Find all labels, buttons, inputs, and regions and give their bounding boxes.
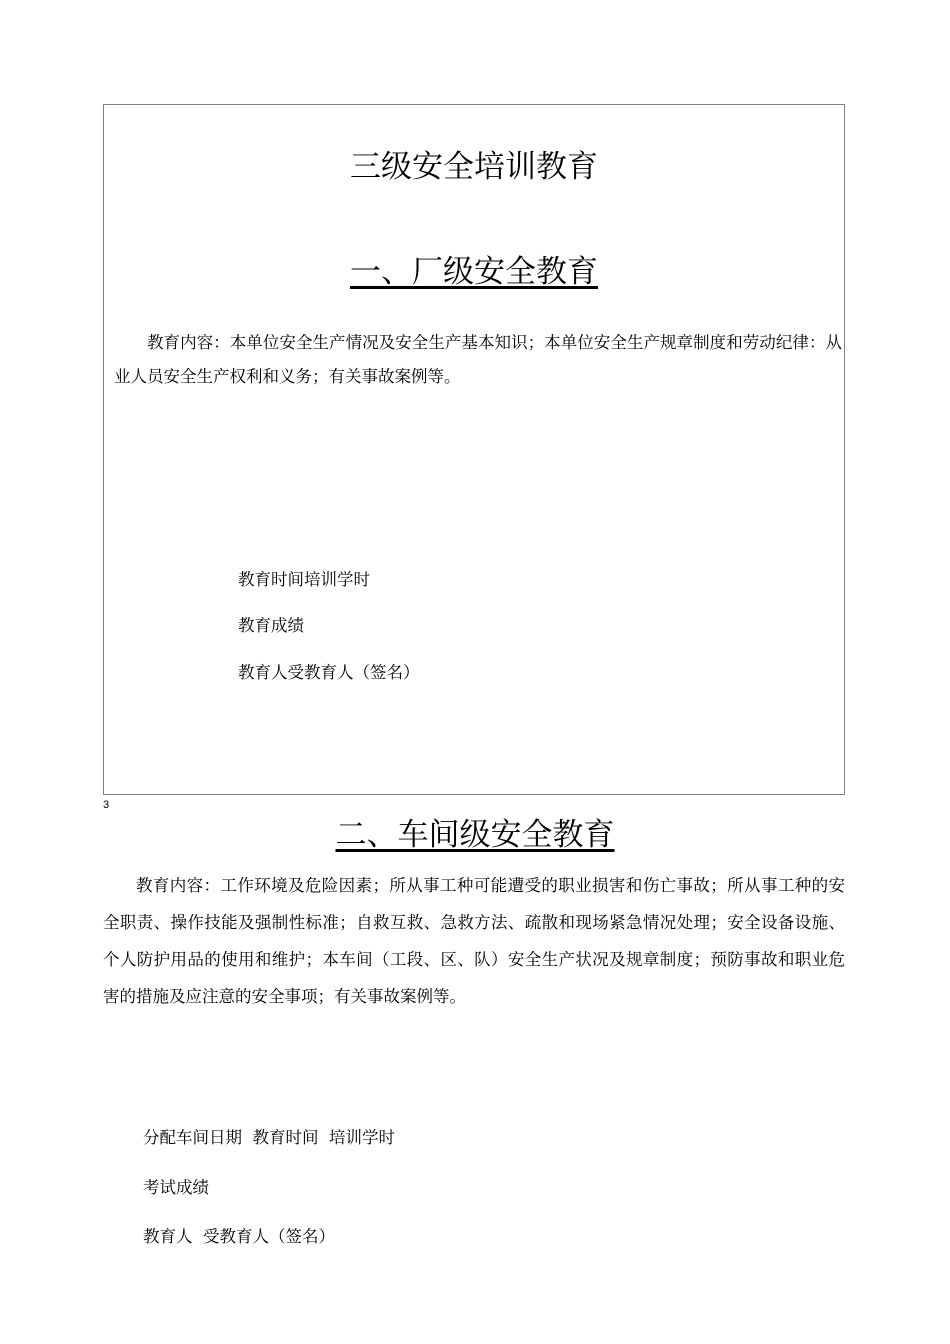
- section1-content: 教育内容：本单位安全生产情况及安全生产基本知识；本单位安全生产规章制度和劳动纪律：从业人员安全生产权利和义务；有关事故案例等。: [114, 333, 842, 386]
- section1-field-time: 教育时间培训学时: [238, 570, 370, 589]
- section2-field-signature: 教育人 受教育人（签名）: [143, 1227, 335, 1246]
- section2-heading: 二、车间级安全教育: [335, 817, 615, 853]
- section1-field-signature: 教育人受教育人（签名）: [238, 663, 420, 682]
- document-title: 三级安全培训教育: [350, 149, 598, 185]
- section1-field-score: 教育成绩: [238, 616, 304, 635]
- section1-heading: 一、厂级安全教育: [350, 254, 598, 290]
- page-number: 3: [103, 799, 110, 811]
- section1-frame: [103, 104, 845, 795]
- section2-field-time: 分配车间日期 教育时间 培训学时: [143, 1128, 395, 1147]
- section2-field-score: 考试成绩: [143, 1178, 209, 1197]
- section2-content: 教育内容：工作环境及危险因素；所从事工种可能遭受的职业损害和伤亡事故；所从事工种的安全职责、操作技能及强制性标准；自救互救、急救方法、疏散和现场紧急情况处理；安全设备设施、个人防护用品的使用和维护；本车间（工段、区、队）安全生产状况及规章制度；预防事故和职业危害的措施及应注意的安全事项；有关事故案例等。: [103, 876, 845, 1006]
